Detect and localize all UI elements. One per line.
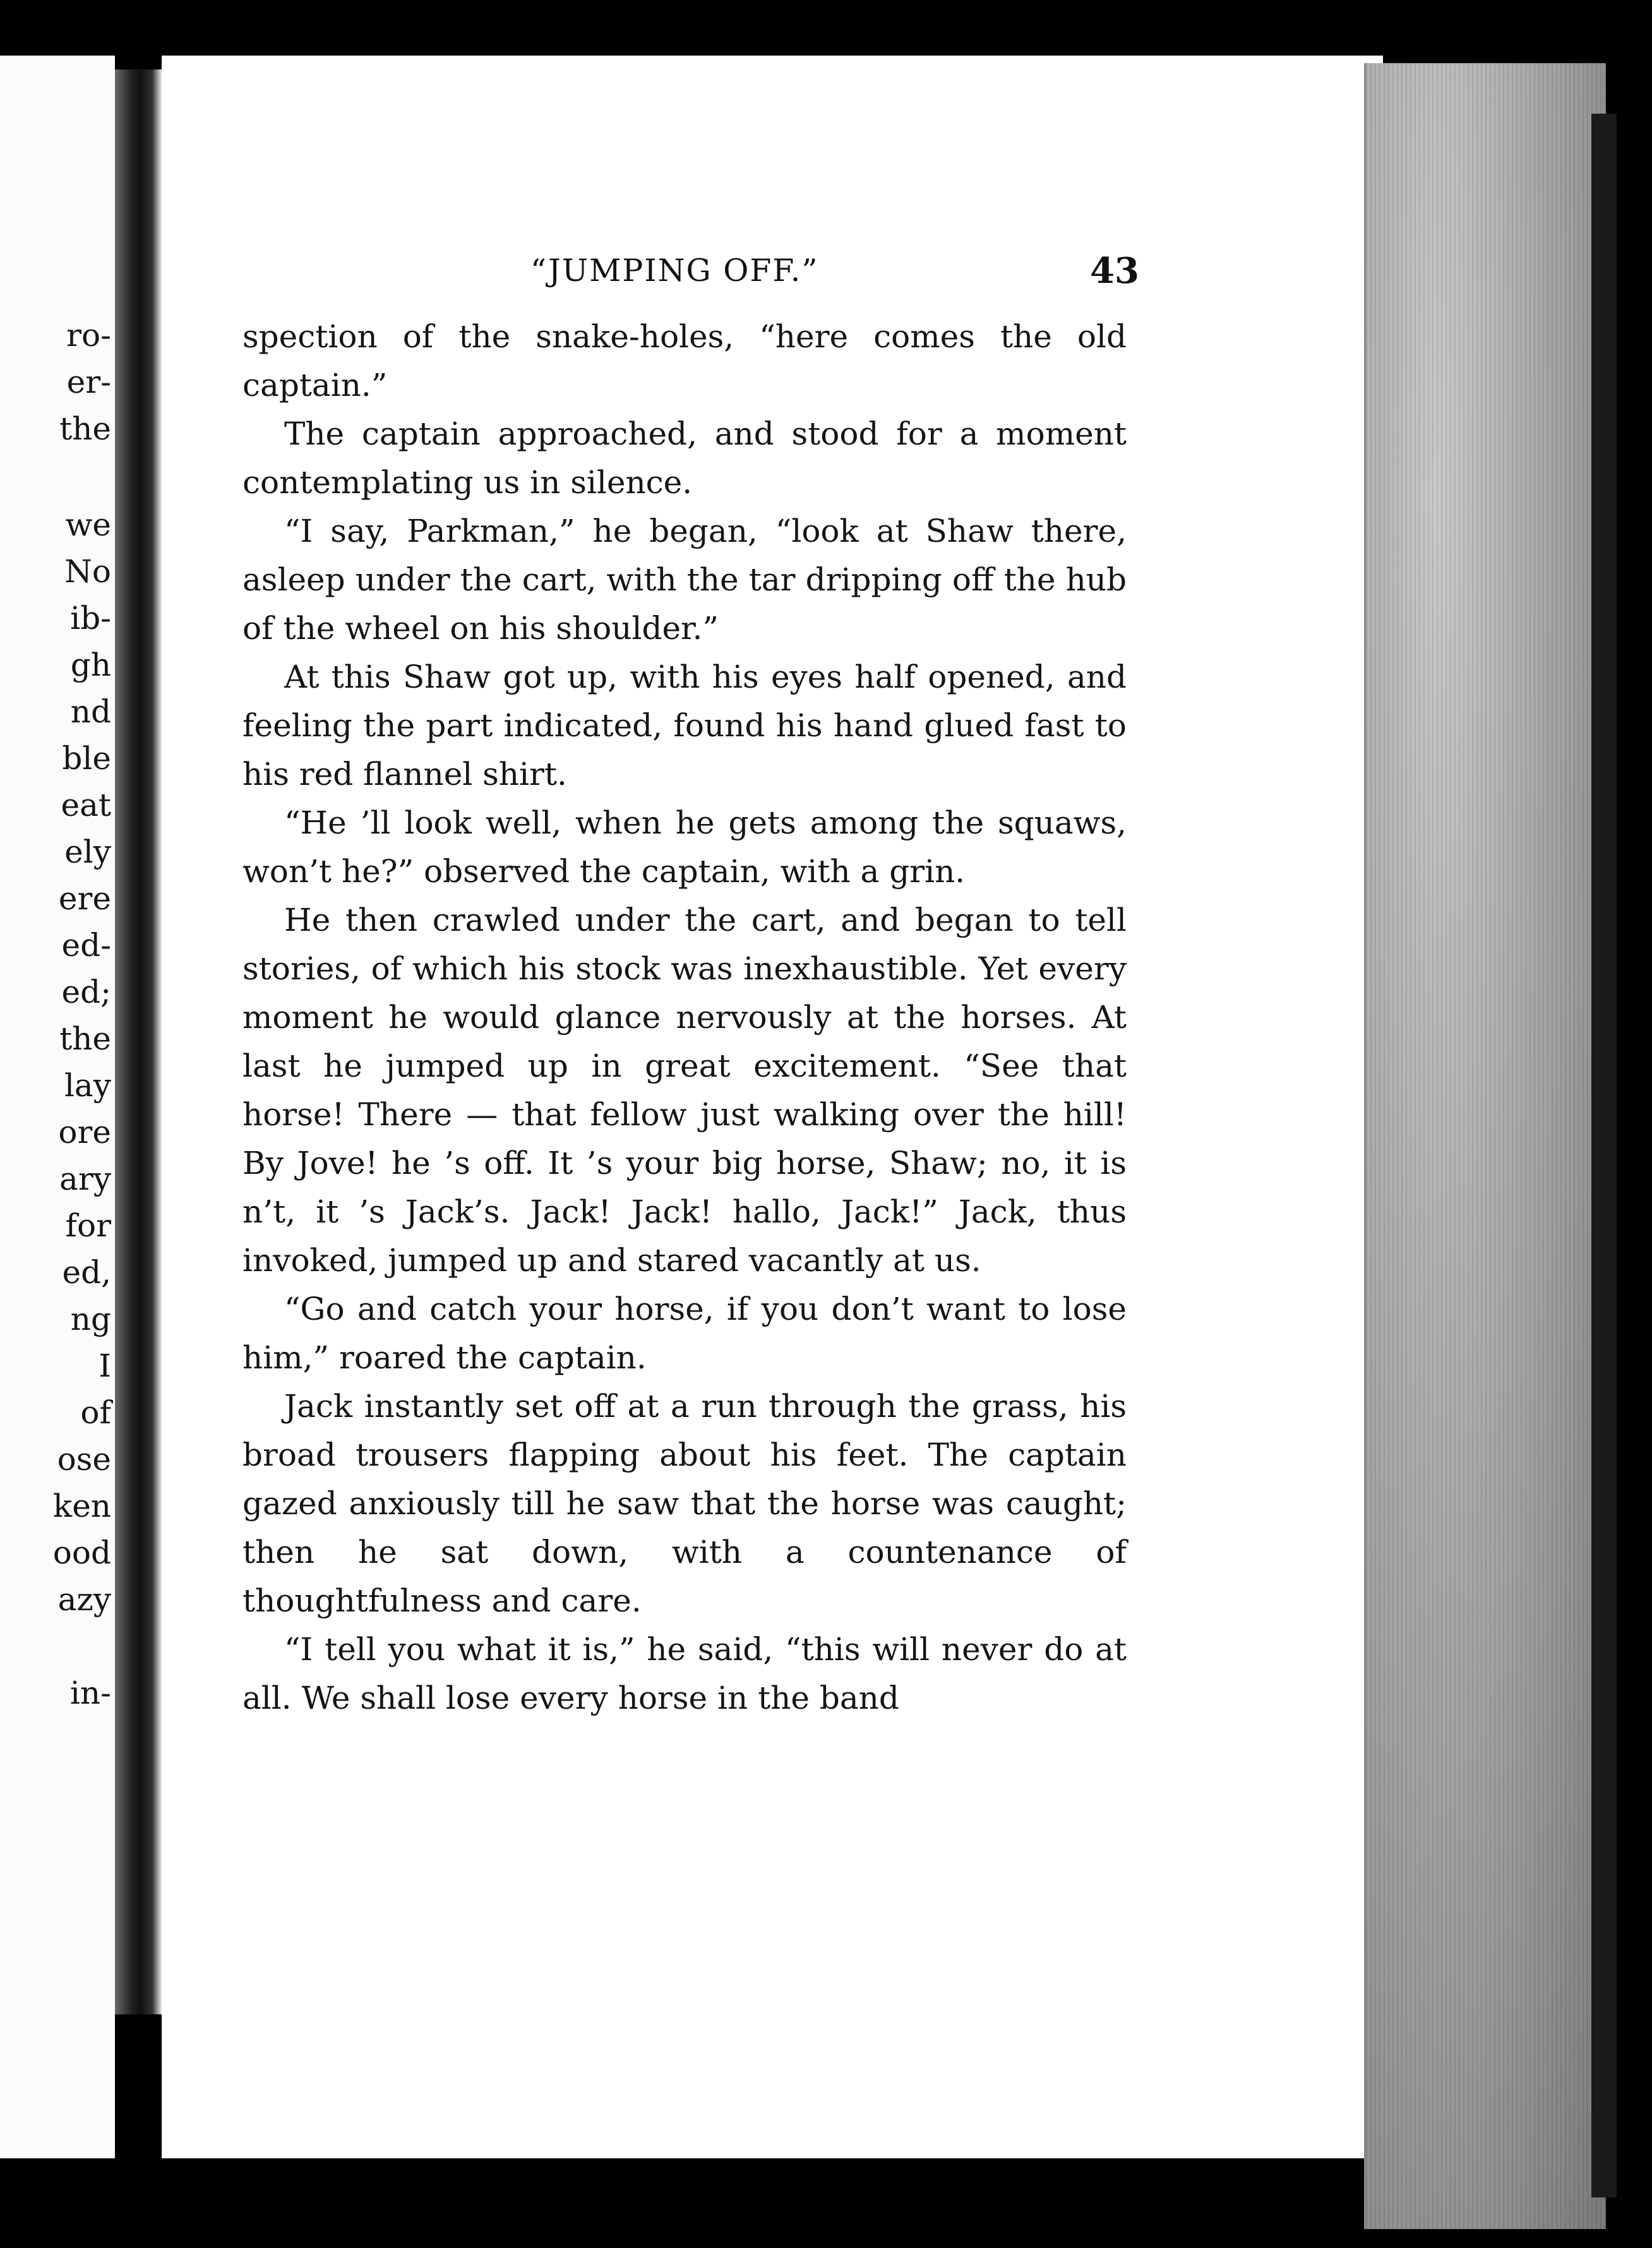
page-edge-shadow: [1591, 114, 1617, 2197]
paragraph: Jack instantly set off at a run through the grass, his broad trousers flapping about his feet. The captain gazed anxiously till he saw that the horse was caught; then he sat down, with a countenance of thoughtfulness and care.: [242, 1388, 1127, 1619]
left-page-fragment: the: [59, 410, 111, 447]
left-page-fragment: ble: [62, 740, 111, 777]
left-page-fragment: azy: [57, 1581, 111, 1618]
left-page-fragment: in-: [69, 1675, 111, 1711]
left-page-fragment: nd: [70, 693, 111, 730]
left-page-fragment: ib-: [70, 600, 111, 637]
left-page-fragment: eat: [61, 787, 111, 823]
left-page-fragment: ose: [57, 1441, 111, 1478]
left-page-fragment: ng: [70, 1301, 111, 1337]
left-page-fragment: ore: [58, 1114, 111, 1151]
page-number: 43: [1090, 250, 1139, 292]
left-page-fragment: I: [99, 1348, 111, 1384]
paragraph: “I say, Parkman,” he began, “look at Shaw there, asleep under the cart, with the tar dripping off the hub of the wheel on his shoulder.”: [242, 513, 1127, 647]
paragraph: “I tell you what it is,” he said, “this will never do at all. We shall lose every horse in the band: [242, 1631, 1127, 1716]
left-page-fragment: ood: [52, 1534, 111, 1571]
paragraph: At this Shaw got up, with his eyes half opened, and feeling the part indicated, found his hand glued fast to his red flannel shirt.: [242, 659, 1127, 792]
body-text: [242, 313, 1127, 1723]
paragraph: He then crawled under the cart, and began to tell stories, of which his stock was inexhaustible. Yet every moment he would glance nervously at the horses. At last he jumped up in great excitement. “See that horse! There — that fellow just walking over the hill! By Jove! he ’s off. It ’s your big horse, Shaw; no, it is n’t, it ’s Jack’s. Jack! Jack! hallo, Jack!” Jack, thus invoked, jumped up and stared vacantly at us.: [242, 902, 1127, 1279]
left-page-fragment: ere: [58, 880, 111, 917]
left-page-fragment: ro-: [66, 317, 111, 354]
left-page-fragment: of: [80, 1394, 111, 1431]
left-page-fragment: for: [65, 1207, 111, 1244]
left-page-fragment: lay: [64, 1067, 111, 1104]
left-page-fragment: er-: [66, 364, 111, 400]
left-page-fragment: ed;: [61, 974, 111, 1010]
left-page-fragment: ely: [64, 834, 111, 870]
left-page-fragment: the: [59, 1020, 111, 1057]
page-edge-stack: [1364, 63, 1606, 2229]
left-page-fragment: we: [65, 506, 111, 543]
left-page-fragment: gh: [70, 647, 111, 683]
paragraph: “Go and catch your horse, if you don’t want to lose him,” roared the captain.: [242, 1291, 1127, 1376]
paragraph: “He ’ll look well, when he gets among the squaws, won’t he?” observed the captain, with a grin.: [242, 804, 1127, 890]
left-page-fragment: ed-: [61, 927, 111, 964]
left-page-fragment: ken: [52, 1488, 111, 1524]
paragraph: The captain approached, and stood for a moment contemplating us in silence.: [242, 416, 1127, 501]
paragraph: spection of the snake-holes, “here comes the old captain.”: [242, 318, 1127, 404]
left-page-fragment: ed,: [62, 1254, 111, 1291]
left-facing-page: [0, 56, 115, 2158]
left-page-fragment: No: [64, 553, 111, 590]
running-head: “JUMPING OFF.”: [530, 253, 819, 289]
left-page-fragment: ary: [59, 1161, 111, 1197]
book-gutter: [115, 69, 162, 2014]
